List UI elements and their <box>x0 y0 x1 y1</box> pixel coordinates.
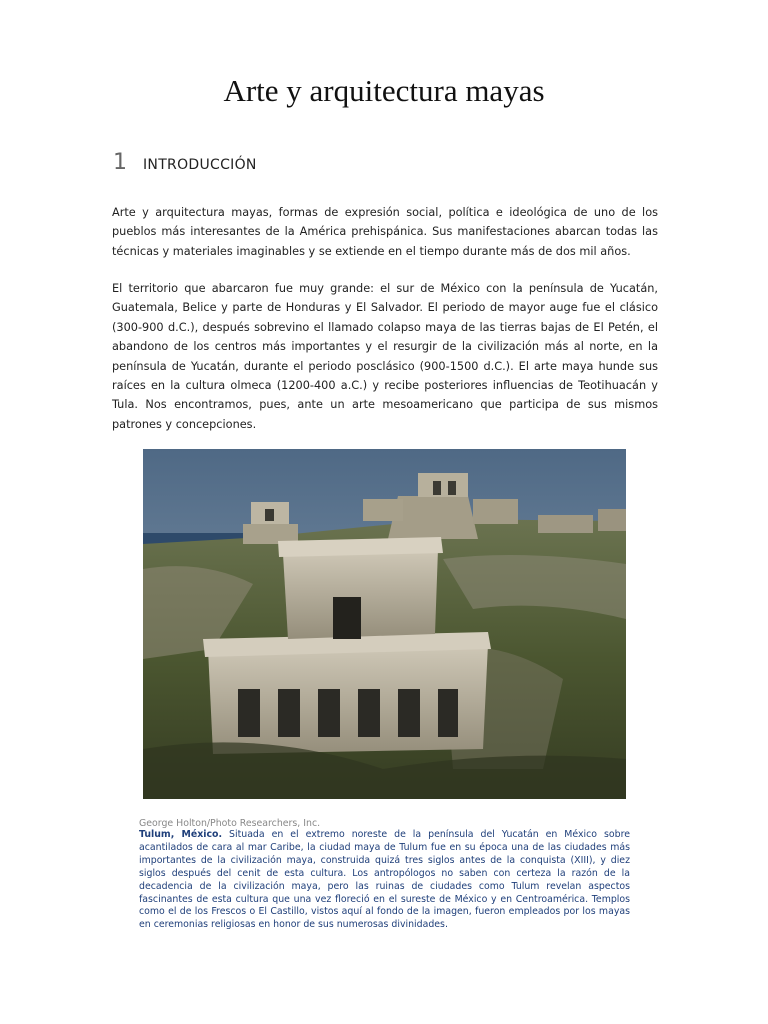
section-number: 1 <box>113 150 127 175</box>
paragraph-territory: El territorio que abarcaron fue muy grande: el sur de México con la península de Yucatán, Guatemala, Belice y parte de Honduras y El Salvador. El periodo de mayor auge fue el clásico (300-900 d.C.), después sobrevino el llamado colapso maya de las tierras bajas de El Petén, el abandono de los centros más importantes y el resurgir de la civilización más al norte, en la península de Yucatán, durante el periodo posclásico (900-1500 d.C.). El arte maya hunde sus raíces en la cultura olmeca (1200-400 a.C.) y recibe posteriores influencias de Teotihuacán y Tula. Nos encontramos, pues, ante un arte mesoamericano que participa de sus mismos patrones y concepciones. <box>112 282 658 431</box>
tulum-photo <box>143 449 626 799</box>
caption-lead: Tulum, México. <box>139 829 223 840</box>
page-title: Arte y arquitectura mayas <box>223 73 545 108</box>
photo-credit: George Holton/Photo Researchers, Inc. <box>139 818 321 829</box>
section-title: INTRODUCCIÓN <box>143 157 257 173</box>
photo-caption <box>139 829 630 932</box>
paragraph-intro: Arte y arquitectura mayas, formas de expresión social, política e ideológica de uno de los pueblos más interesantes de la América prehispánica. Sus manifestaciones abarcan todas las técnicas y materiales imaginables y se extiende en el tiempo durante más de dos mil años. <box>112 206 658 258</box>
caption-text: Situada en el extremo noreste de la península del Yucatán en México sobre acantilados de cara al mar Caribe, la ciudad maya de Tulum fue en su época una de las ciudades más importantes de la civilización maya, construida quizá tres siglos antes de la conquista (XIII), y diez siglos después del cenit de esta cultura. Los antropólogos no saben con certeza la razón de la decadencia de la civilización maya, pero las ruinas de ciudades como Tulum revelan aspectos fascinantes de esta cultura que una vez floreció en el sureste de México y en Centroamérica. Templos como el de los Frescos o El Castillo, vistos aquí al fondo de la imagen, fueron empleados por los mayas en ceremonias religiosas en honor de sus numerosas divinidades. <box>139 829 630 931</box>
